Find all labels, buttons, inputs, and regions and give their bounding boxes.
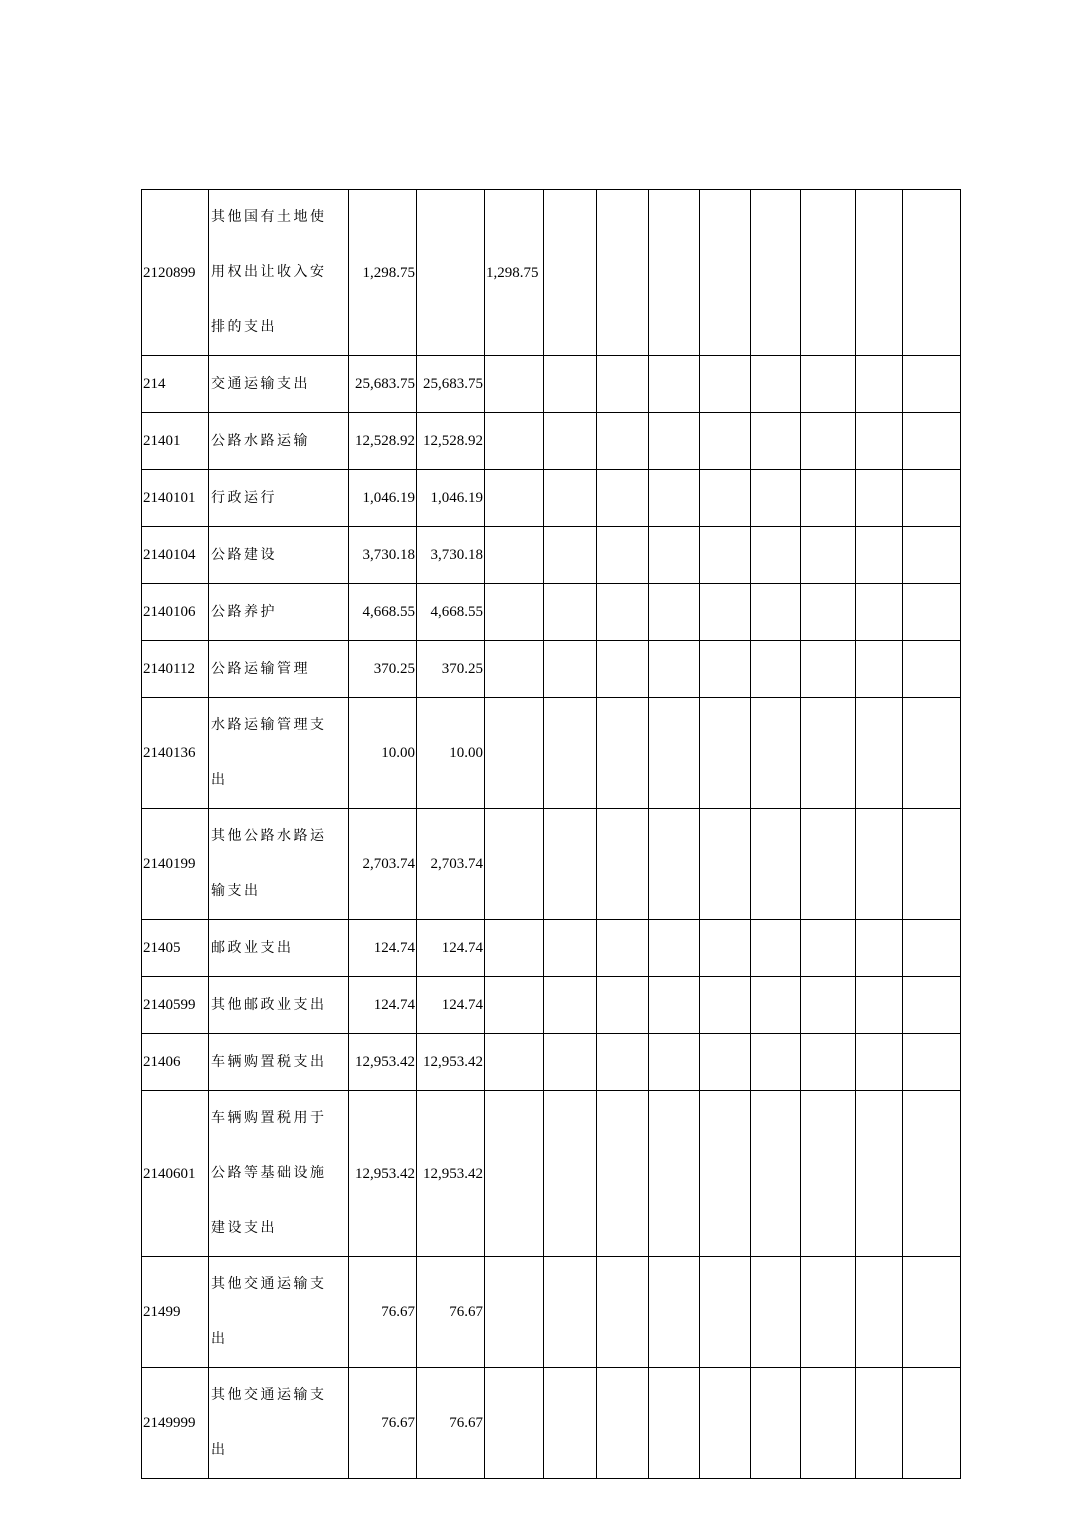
subject-name-cell: 水路运输管理支出	[209, 698, 349, 809]
empty-cell	[903, 470, 961, 527]
empty-cell	[597, 527, 649, 584]
empty-cell	[649, 584, 700, 641]
empty-cell	[751, 527, 801, 584]
empty-cell	[597, 920, 649, 977]
empty-cell	[597, 809, 649, 920]
empty-cell	[856, 809, 903, 920]
empty-cell	[856, 698, 903, 809]
table-row	[142, 584, 961, 641]
empty-cell	[544, 190, 597, 356]
empty-cell	[751, 1034, 801, 1091]
fund-budget-cell	[485, 356, 544, 413]
empty-cell	[801, 356, 856, 413]
empty-cell	[544, 356, 597, 413]
subject-code-cell: 214	[142, 356, 209, 413]
empty-cell	[544, 413, 597, 470]
total-amount-cell: 3,730.18	[349, 527, 417, 584]
empty-cell	[597, 356, 649, 413]
subject-code-cell: 2140601	[142, 1091, 209, 1257]
empty-cell	[544, 1368, 597, 1479]
empty-cell	[544, 1034, 597, 1091]
empty-cell	[856, 1368, 903, 1479]
fund-budget-cell	[485, 920, 544, 977]
total-amount-cell: 25,683.75	[349, 356, 417, 413]
subject-code-cell: 2140112	[142, 641, 209, 698]
total-amount-cell: 76.67	[349, 1257, 417, 1368]
empty-cell	[649, 527, 700, 584]
empty-cell	[751, 641, 801, 698]
empty-cell	[597, 1368, 649, 1479]
empty-cell	[801, 698, 856, 809]
empty-cell	[801, 190, 856, 356]
general-budget-cell: 1,046.19	[417, 470, 485, 527]
empty-cell	[700, 470, 751, 527]
empty-cell	[856, 920, 903, 977]
fund-budget-cell	[485, 1034, 544, 1091]
subject-name-cell: 公路养护	[209, 584, 349, 641]
table-row	[142, 190, 961, 356]
general-budget-cell: 2,703.74	[417, 809, 485, 920]
fund-budget-cell	[485, 977, 544, 1034]
subject-name-cell: 行政运行	[209, 470, 349, 527]
table-row	[142, 698, 961, 809]
empty-cell	[597, 698, 649, 809]
general-budget-cell: 4,668.55	[417, 584, 485, 641]
table-row	[142, 470, 961, 527]
fund-budget-cell	[485, 470, 544, 527]
subject-name-cell: 其他邮政业支出	[209, 977, 349, 1034]
table-body	[142, 190, 961, 1479]
total-amount-cell: 4,668.55	[349, 584, 417, 641]
empty-cell	[649, 1091, 700, 1257]
subject-name-cell: 公路建设	[209, 527, 349, 584]
table-row	[142, 920, 961, 977]
empty-cell	[544, 527, 597, 584]
table-row	[142, 413, 961, 470]
empty-cell	[597, 190, 649, 356]
empty-cell	[544, 809, 597, 920]
empty-cell	[700, 190, 751, 356]
empty-cell	[903, 920, 961, 977]
empty-cell	[903, 1091, 961, 1257]
general-budget-cell: 76.67	[417, 1257, 485, 1368]
subject-code-cell: 2149999	[142, 1368, 209, 1479]
fund-budget-cell	[485, 641, 544, 698]
subject-name-cell: 车辆购置税支出	[209, 1034, 349, 1091]
empty-cell	[801, 527, 856, 584]
empty-cell	[801, 470, 856, 527]
empty-cell	[751, 1257, 801, 1368]
empty-cell	[801, 1257, 856, 1368]
empty-cell	[700, 527, 751, 584]
empty-cell	[649, 470, 700, 527]
empty-cell	[700, 584, 751, 641]
subject-name-cell: 邮政业支出	[209, 920, 349, 977]
general-budget-cell: 124.74	[417, 920, 485, 977]
empty-cell	[649, 1257, 700, 1368]
empty-cell	[751, 413, 801, 470]
empty-cell	[856, 641, 903, 698]
empty-cell	[649, 190, 700, 356]
empty-cell	[801, 1368, 856, 1479]
empty-cell	[544, 698, 597, 809]
subject-name-cell: 公路水路运输	[209, 413, 349, 470]
subject-name-cell: 车辆购置税用于公路等基础设施建设支出	[209, 1091, 349, 1257]
table-row	[142, 1368, 961, 1479]
empty-cell	[903, 584, 961, 641]
subject-code-cell: 21499	[142, 1257, 209, 1368]
empty-cell	[597, 977, 649, 1034]
table-row	[142, 1091, 961, 1257]
empty-cell	[700, 1257, 751, 1368]
subject-code-cell: 2140101	[142, 470, 209, 527]
empty-cell	[649, 356, 700, 413]
empty-cell	[856, 527, 903, 584]
empty-cell	[544, 920, 597, 977]
empty-cell	[751, 470, 801, 527]
subject-name-cell: 公路运输管理	[209, 641, 349, 698]
fund-budget-cell	[485, 584, 544, 641]
empty-cell	[903, 1257, 961, 1368]
empty-cell	[801, 809, 856, 920]
general-budget-cell: 3,730.18	[417, 527, 485, 584]
empty-cell	[700, 641, 751, 698]
total-amount-cell: 1,046.19	[349, 470, 417, 527]
empty-cell	[801, 1091, 856, 1257]
empty-cell	[751, 190, 801, 356]
total-amount-cell: 12,953.42	[349, 1034, 417, 1091]
empty-cell	[700, 698, 751, 809]
subject-code-cell: 2140104	[142, 527, 209, 584]
empty-cell	[649, 413, 700, 470]
fund-budget-cell	[485, 527, 544, 584]
empty-cell	[649, 1034, 700, 1091]
subject-name-cell: 交通运输支出	[209, 356, 349, 413]
table-row	[142, 1257, 961, 1368]
subject-code-cell: 2140106	[142, 584, 209, 641]
total-amount-cell: 12,528.92	[349, 413, 417, 470]
empty-cell	[751, 1091, 801, 1257]
empty-cell	[856, 190, 903, 356]
total-amount-cell: 2,703.74	[349, 809, 417, 920]
empty-cell	[801, 413, 856, 470]
empty-cell	[700, 1034, 751, 1091]
empty-cell	[903, 190, 961, 356]
subject-code-cell: 21401	[142, 413, 209, 470]
empty-cell	[903, 527, 961, 584]
empty-cell	[856, 1034, 903, 1091]
empty-cell	[903, 809, 961, 920]
empty-cell	[597, 413, 649, 470]
general-budget-cell: 12,953.42	[417, 1034, 485, 1091]
subject-code-cell: 2140136	[142, 698, 209, 809]
empty-cell	[801, 584, 856, 641]
empty-cell	[544, 1257, 597, 1368]
empty-cell	[751, 977, 801, 1034]
subject-code-cell: 2140599	[142, 977, 209, 1034]
fund-budget-cell	[485, 698, 544, 809]
empty-cell	[751, 356, 801, 413]
empty-cell	[597, 641, 649, 698]
subject-name-cell: 其他国有土地使用权出让收入安排的支出	[209, 190, 349, 356]
general-budget-cell: 10.00	[417, 698, 485, 809]
empty-cell	[856, 977, 903, 1034]
empty-cell	[597, 1034, 649, 1091]
empty-cell	[597, 1257, 649, 1368]
empty-cell	[856, 584, 903, 641]
empty-cell	[700, 977, 751, 1034]
subject-code-cell: 2140199	[142, 809, 209, 920]
general-budget-cell	[417, 190, 485, 356]
empty-cell	[856, 356, 903, 413]
subject-code-cell: 2120899	[142, 190, 209, 356]
empty-cell	[801, 977, 856, 1034]
empty-cell	[649, 1368, 700, 1479]
general-budget-cell: 12,528.92	[417, 413, 485, 470]
total-amount-cell: 10.00	[349, 698, 417, 809]
general-budget-cell: 25,683.75	[417, 356, 485, 413]
total-amount-cell: 1,298.75	[349, 190, 417, 356]
fund-budget-cell	[485, 413, 544, 470]
total-amount-cell: 370.25	[349, 641, 417, 698]
empty-cell	[649, 920, 700, 977]
empty-cell	[751, 584, 801, 641]
fund-budget-cell: 1,298.75	[485, 190, 544, 356]
empty-cell	[903, 698, 961, 809]
empty-cell	[751, 920, 801, 977]
empty-cell	[544, 977, 597, 1034]
empty-cell	[597, 584, 649, 641]
empty-cell	[700, 1368, 751, 1479]
general-budget-cell: 370.25	[417, 641, 485, 698]
empty-cell	[801, 1034, 856, 1091]
total-amount-cell: 124.74	[349, 977, 417, 1034]
empty-cell	[649, 809, 700, 920]
subject-name-cell: 其他交通运输支出	[209, 1257, 349, 1368]
empty-cell	[597, 470, 649, 527]
empty-cell	[856, 470, 903, 527]
general-budget-cell: 12,953.42	[417, 1091, 485, 1257]
general-budget-cell: 124.74	[417, 977, 485, 1034]
empty-cell	[700, 1091, 751, 1257]
empty-cell	[903, 641, 961, 698]
table-row	[142, 356, 961, 413]
empty-cell	[544, 1091, 597, 1257]
subject-name-cell: 其他交通运输支出	[209, 1368, 349, 1479]
fund-budget-cell	[485, 1257, 544, 1368]
empty-cell	[700, 809, 751, 920]
empty-cell	[856, 413, 903, 470]
fund-budget-cell	[485, 1091, 544, 1257]
empty-cell	[903, 977, 961, 1034]
empty-cell	[903, 413, 961, 470]
total-amount-cell: 12,953.42	[349, 1091, 417, 1257]
empty-cell	[801, 920, 856, 977]
table-row	[142, 641, 961, 698]
empty-cell	[903, 1034, 961, 1091]
table-row	[142, 809, 961, 920]
total-amount-cell: 76.67	[349, 1368, 417, 1479]
budget-table	[141, 189, 961, 1479]
empty-cell	[751, 698, 801, 809]
empty-cell	[597, 1091, 649, 1257]
empty-cell	[856, 1091, 903, 1257]
fund-budget-cell	[485, 809, 544, 920]
subject-name-cell: 其他公路水路运输支出	[209, 809, 349, 920]
fund-budget-cell	[485, 1368, 544, 1479]
table-row	[142, 1034, 961, 1091]
empty-cell	[700, 920, 751, 977]
empty-cell	[903, 1368, 961, 1479]
subject-code-cell: 21406	[142, 1034, 209, 1091]
empty-cell	[903, 356, 961, 413]
empty-cell	[649, 698, 700, 809]
empty-cell	[700, 413, 751, 470]
empty-cell	[801, 641, 856, 698]
table-row	[142, 977, 961, 1034]
general-budget-cell: 76.67	[417, 1368, 485, 1479]
subject-code-cell: 21405	[142, 920, 209, 977]
empty-cell	[751, 809, 801, 920]
empty-cell	[649, 641, 700, 698]
table-row	[142, 527, 961, 584]
empty-cell	[751, 1368, 801, 1479]
empty-cell	[700, 356, 751, 413]
empty-cell	[544, 584, 597, 641]
empty-cell	[544, 470, 597, 527]
empty-cell	[544, 641, 597, 698]
empty-cell	[649, 977, 700, 1034]
empty-cell	[856, 1257, 903, 1368]
total-amount-cell: 124.74	[349, 920, 417, 977]
